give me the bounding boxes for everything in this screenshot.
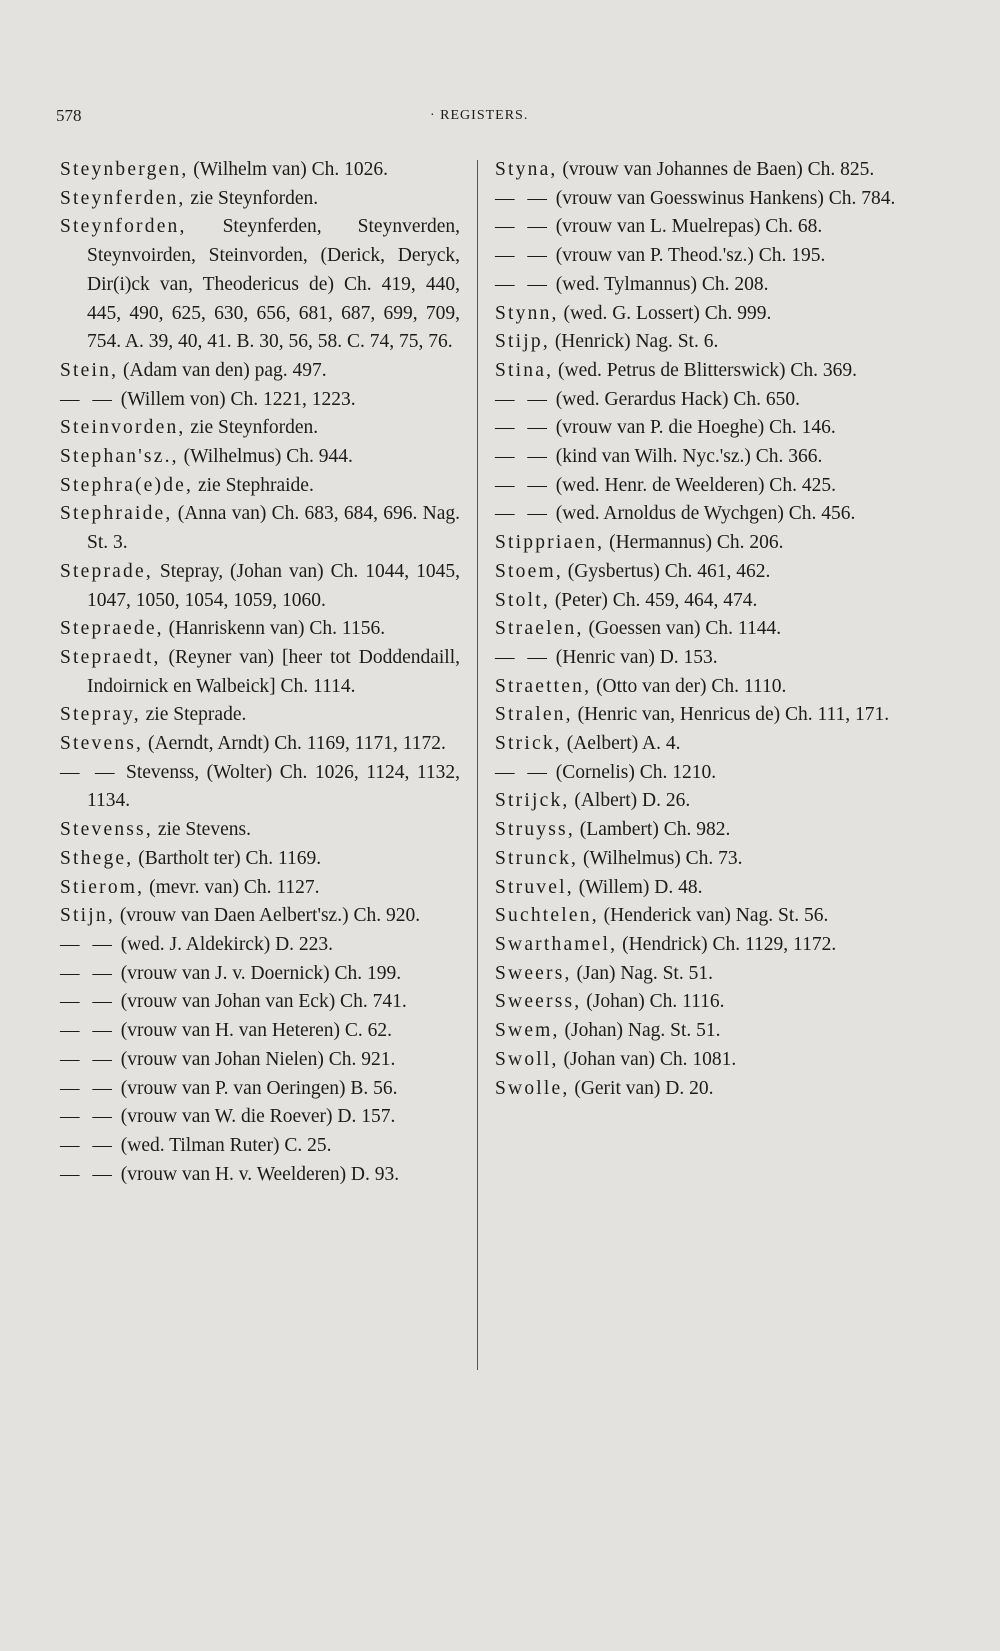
- entry-text: (Henric van) D. 153.: [555, 646, 718, 668]
- entry-headword: — —: [60, 962, 116, 984]
- entry-headword: Swolle,: [495, 1077, 570, 1099]
- entry-headword: Stein,: [60, 359, 119, 381]
- index-entry: [60, 500, 460, 557]
- index-entry: [495, 902, 913, 931]
- entry-headword: Stevenss,: [60, 819, 153, 841]
- index-entry: [60, 185, 460, 214]
- entry-text: (Peter) Ch. 459, 464, 474.: [554, 589, 758, 611]
- entry-headword: Stippriaen,: [495, 532, 605, 554]
- index-entry: [60, 845, 460, 874]
- index-entry: [60, 1132, 460, 1161]
- entry-text: (Henrick) Nag. St. 6.: [554, 331, 719, 353]
- entry-headword: — —: [495, 417, 551, 439]
- entry-text: (vrouw van H. van Heteren) C. 62.: [120, 1020, 393, 1042]
- entry-headword: Stina,: [495, 359, 554, 381]
- index-entry: [495, 1075, 913, 1104]
- entry-headword: Stijp,: [495, 331, 550, 353]
- entry-text: (vrouw van P. Theod.'sz.) Ch. 195.: [555, 245, 826, 267]
- index-entry: [60, 1075, 460, 1104]
- entry-text: (vrouw van Goesswinus Hankens) Ch. 784.: [555, 187, 896, 209]
- entry-text: (vrouw van Johan Nielen) Ch. 921.: [120, 1048, 396, 1070]
- entry-text: zie Steynforden.: [190, 187, 319, 209]
- entry-headword: Swem,: [495, 1020, 560, 1042]
- index-entry: [495, 156, 913, 185]
- entry-text: (wed. G. Lossert) Ch. 999.: [563, 302, 772, 324]
- entry-headword: — —: [60, 1134, 116, 1156]
- index-entry: [495, 1017, 913, 1046]
- entry-headword: Swoll,: [495, 1048, 559, 1070]
- entry-text: (vrouw van P. die Hoeghe) Ch. 146.: [555, 417, 836, 439]
- entry-headword: Sweerss,: [495, 991, 582, 1013]
- entry-headword: — —: [495, 446, 551, 468]
- entry-text: (Goessen van) Ch. 1144.: [588, 618, 782, 640]
- index-entry: [60, 874, 460, 903]
- entry-text: zie Steynforden.: [190, 417, 319, 439]
- index-entry: [495, 988, 913, 1017]
- index-entry: [60, 213, 460, 357]
- entry-text: (Johan) Nag. St. 51.: [564, 1020, 721, 1042]
- entry-text: (Anna van) Ch. 683, 684, 696. Nag. St. 3.: [87, 503, 461, 554]
- entry-text: Stepray, (Johan van) Ch. 1044, 1045, 1047, 1050, 1054, 1059, 1060.: [87, 560, 460, 611]
- entry-text: (wed. Henr. de Weelderen) Ch. 425.: [555, 474, 836, 496]
- entry-headword: — —: [495, 474, 551, 496]
- entry-headword: Straetten,: [495, 675, 592, 697]
- index-entry: [495, 874, 913, 903]
- entry-text: (Wilhelmus) Ch. 944.: [183, 446, 353, 468]
- index-entry: [495, 673, 913, 702]
- entry-text: (Henric van, Henricus de) Ch. 111, 171.: [577, 704, 890, 726]
- entry-headword: Stepraedt,: [60, 646, 161, 668]
- entry-headword: Stierom,: [60, 876, 145, 898]
- index-entry: [60, 443, 460, 472]
- index-entry: [495, 816, 913, 845]
- entry-headword: Strunck,: [495, 847, 579, 869]
- entry-text: (Reyner van) [heer tot Doddendaill, Indoirnick en Walbeick] Ch. 1114.: [87, 646, 461, 697]
- entry-text: Stevenss, (Wolter) Ch. 1026, 1124, 1132, 1134.: [87, 761, 460, 812]
- entry-text: (Willem von) Ch. 1221, 1223.: [120, 388, 356, 410]
- entry-text: zie Stephraide.: [197, 474, 314, 496]
- index-column-left: [60, 156, 460, 1189]
- entry-text: (Hermannus) Ch. 206.: [609, 532, 784, 554]
- entry-text: (vrouw van Daen Aelbert'sz.) Ch. 920.: [119, 905, 421, 927]
- index-entry: [495, 787, 913, 816]
- entry-headword: — —: [495, 503, 551, 525]
- entry-text: (vrouw van W. die Roever) D. 157.: [120, 1106, 396, 1128]
- index-entry: [60, 988, 460, 1017]
- index-entry: [495, 615, 913, 644]
- index-entry: [60, 1103, 460, 1132]
- entry-text: (Johan) Ch. 1116.: [586, 991, 725, 1013]
- entry-headword: — —: [60, 933, 116, 955]
- entry-headword: Steynbergen,: [60, 159, 189, 180]
- entry-text: (wed. Petrus de Blitterswick) Ch. 369.: [558, 359, 858, 381]
- index-entry: [495, 730, 913, 759]
- entry-text: (wed. Tylmannus) Ch. 208.: [555, 273, 769, 295]
- index-entry: [60, 615, 460, 644]
- index-entry: [60, 1161, 460, 1190]
- entry-headword: Stevens,: [60, 733, 144, 755]
- entry-headword: Stephan'sz.,: [60, 446, 179, 468]
- index-entry: [495, 759, 913, 788]
- entry-text: Steynferden, Steynverden, Steynvoirden, Steinvorden, (Derick, Deryck, Dir(i)ck van, Theodericus de) Ch. 419, 440, 445, 490, 625, 630, 656, 681, 687, 699, 709, 754. A. 39, 40, 41. B. 30, 56, 58. C. 74, 75, 76.: [87, 216, 460, 353]
- entry-text: (mevr. van) Ch. 1127.: [149, 876, 320, 898]
- entry-text: (wed. Arnoldus de Wychgen) Ch. 456.: [555, 503, 856, 525]
- index-entry: [495, 443, 913, 472]
- index-entry: [495, 271, 913, 300]
- entry-headword: Sweers,: [495, 962, 572, 984]
- entry-headword: Styna,: [495, 159, 558, 180]
- index-entry: [60, 1046, 460, 1075]
- entry-text: (Wilhelm van) Ch. 1026.: [193, 159, 389, 180]
- index-entry: [495, 300, 913, 329]
- index-entry: [495, 644, 913, 673]
- entry-text: (Cornelis) Ch. 1210.: [555, 761, 717, 783]
- index-entry: [495, 960, 913, 989]
- entry-headword: — —: [495, 646, 551, 668]
- index-entry: [495, 414, 913, 443]
- index-column-right: [495, 156, 913, 1103]
- entry-headword: — —: [495, 761, 551, 783]
- entry-headword: Suchtelen,: [495, 905, 599, 927]
- entry-text: (Jan) Nag. St. 51.: [576, 962, 713, 984]
- entry-text: (Gysbertus) Ch. 461, 462.: [567, 560, 771, 582]
- entry-headword: — —: [495, 187, 551, 209]
- entry-headword: Sthege,: [60, 847, 134, 869]
- entry-text: (Hanriskenn van) Ch. 1156.: [168, 618, 386, 640]
- running-head: · REGISTERS.: [430, 108, 529, 123]
- entry-text: (vrouw van Johan van Eck) Ch. 741.: [120, 991, 407, 1013]
- index-entry: [60, 701, 460, 730]
- index-entry: [60, 386, 460, 415]
- entry-headword: — —: [495, 245, 551, 267]
- entry-text: (Otto van der) Ch. 1110.: [596, 675, 787, 697]
- index-entry: [60, 1017, 460, 1046]
- entry-headword: Swarthamel,: [495, 933, 618, 955]
- index-entry: [495, 529, 913, 558]
- index-entry: [495, 328, 913, 357]
- entry-text: (wed. Tilman Ruter) C. 25.: [120, 1134, 332, 1156]
- entry-headword: Stolt,: [495, 589, 550, 611]
- entry-headword: — —: [60, 1048, 116, 1070]
- entry-headword: Stepray,: [60, 704, 141, 726]
- entry-headword: — —: [495, 273, 551, 295]
- entry-headword: — —: [60, 1077, 116, 1099]
- index-entry: [495, 587, 913, 616]
- index-entry: [60, 644, 460, 701]
- entry-text: (wed. Gerardus Hack) Ch. 650.: [555, 388, 800, 410]
- entry-headword: Struvel,: [495, 876, 574, 898]
- index-entry: [495, 558, 913, 587]
- index-entry: [495, 213, 913, 242]
- entry-headword: Steprade,: [60, 560, 153, 582]
- entry-headword: Stijn,: [60, 905, 115, 927]
- entry-headword: — —: [60, 991, 116, 1013]
- index-entry: [495, 357, 913, 386]
- entry-headword: — —: [60, 1106, 116, 1128]
- entry-headword: Steynferden,: [60, 187, 186, 209]
- index-entry: [60, 357, 460, 386]
- index-entry: [495, 386, 913, 415]
- index-entry: [495, 242, 913, 271]
- entry-headword: — —: [60, 388, 116, 410]
- entry-text: (Gerit van) D. 20.: [574, 1077, 714, 1099]
- entry-headword: Stralen,: [495, 704, 573, 726]
- entry-text: (Bartholt ter) Ch. 1169.: [138, 847, 322, 869]
- entry-headword: Stoem,: [495, 560, 563, 582]
- index-entry: [495, 472, 913, 501]
- entry-text: (Willem) D. 48.: [578, 876, 703, 898]
- entry-text: (Wilhelmus) Ch. 73.: [583, 847, 743, 869]
- entry-text: (Adam van den) pag. 497.: [123, 359, 327, 381]
- entry-text: zie Steprade.: [145, 704, 247, 726]
- entry-headword: — —: [60, 1163, 116, 1185]
- page-number: 578: [56, 106, 82, 125]
- entry-text: (Henderick van) Nag. St. 56.: [603, 905, 829, 927]
- entry-headword: — —: [495, 388, 551, 410]
- entry-headword: Strick,: [495, 733, 562, 755]
- entry-text: (Lambert) Ch. 982.: [579, 819, 731, 841]
- entry-text: (wed. J. Aldekirck) D. 223.: [120, 933, 334, 955]
- entry-text: (vrouw van H. v. Weelderen) D. 93.: [120, 1163, 400, 1185]
- entry-text: (Hendrick) Ch. 1129, 1172.: [622, 933, 837, 955]
- index-entry: [60, 816, 460, 845]
- index-entry: [495, 500, 913, 529]
- index-entry: [60, 414, 460, 443]
- entry-headword: — —: [495, 216, 551, 238]
- index-entry: [60, 960, 460, 989]
- index-entry: [60, 730, 460, 759]
- index-entry: [495, 1046, 913, 1075]
- entry-text: (Aerndt, Arndt) Ch. 1169, 1171, 1172.: [148, 733, 446, 755]
- entry-text: (Albert) D. 26.: [574, 790, 691, 812]
- column-divider: [477, 160, 478, 1370]
- entry-headword: Stephraide,: [60, 503, 173, 525]
- entry-headword: Struyss,: [495, 819, 575, 841]
- entry-text: (vrouw van P. van Oeringen) B. 56.: [120, 1077, 398, 1099]
- entry-headword: Steinvorden,: [60, 417, 186, 439]
- entry-text: (vrouw van Johannes de Baen) Ch. 825.: [562, 159, 875, 180]
- index-entry: [60, 472, 460, 501]
- entry-text: zie Stevens.: [157, 819, 251, 841]
- entry-headword: Strijck,: [495, 790, 570, 812]
- index-entry: [495, 931, 913, 960]
- entry-headword: Stepraede,: [60, 618, 164, 640]
- entry-headword: Straelen,: [495, 618, 584, 640]
- entry-headword: Stynn,: [495, 302, 559, 324]
- entry-text: (kind van Wilh. Nyc.'sz.) Ch. 366.: [555, 446, 823, 468]
- entry-text: (Johan van) Ch. 1081.: [563, 1048, 737, 1070]
- entry-text: (Aelbert) A. 4.: [566, 733, 681, 755]
- index-entry: [495, 701, 913, 730]
- index-entry: [60, 902, 460, 931]
- index-entry: [60, 558, 460, 615]
- entry-text: (vrouw van L. Muelrepas) Ch. 68.: [555, 216, 823, 238]
- entry-headword: — —: [60, 761, 119, 783]
- entry-headword: Stephra(e)de,: [60, 474, 194, 496]
- entry-headword: — —: [60, 1020, 116, 1042]
- index-entry: [60, 156, 460, 185]
- index-entry: [495, 185, 913, 214]
- index-entry: [60, 759, 460, 816]
- entry-headword: Steynforden,: [60, 216, 187, 238]
- index-entry: [60, 931, 460, 960]
- index-entry: [495, 845, 913, 874]
- entry-text: (vrouw van J. v. Doernick) Ch. 199.: [120, 962, 402, 984]
